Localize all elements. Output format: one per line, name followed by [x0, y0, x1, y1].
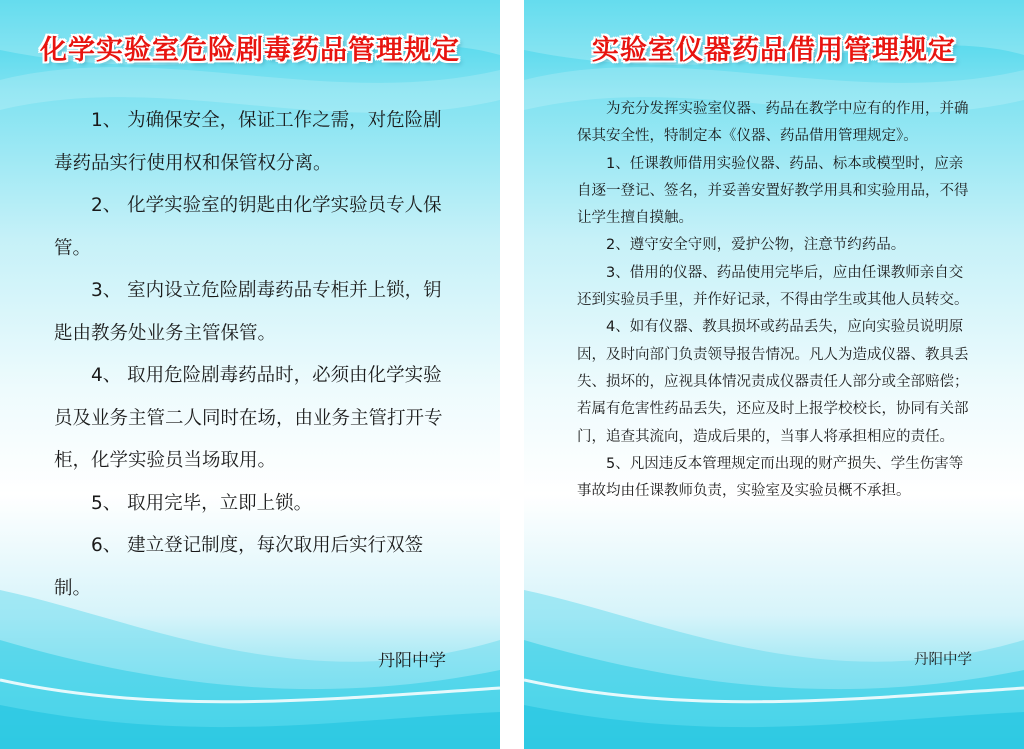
rule-paragraph: 1、 为确保安全，保证工作之需，对危险剧毒药品实行使用权和保管权分离。	[54, 110, 442, 174]
rule-paragraph: 2、遵守安全守则，爱护公物，注意节约药品。	[606, 237, 906, 254]
school-signature: 丹阳中学	[378, 651, 446, 671]
rule-paragraph: 3、借用的仪器、药品使用完毕后，应由任课教师亲自交还到实验员手里，并作好记录，不得由学生或其他人员转交。	[577, 264, 969, 309]
rule-paragraph: 5、 取用完毕，立即上锁。	[91, 492, 313, 514]
rule-paragraph: 5、凡因违反本管理规定而出现的财产损失、学生伤害等事故均由任课教师负责，实验室及实验员概不承担。	[577, 455, 964, 500]
rule-paragraph: 为充分发挥实验室仪器、药品在教学中应有的作用，并确保其安全性，特制定本《仪器、药品借用管理规定》。	[577, 101, 969, 145]
rule-paragraph: 6、 建立登记制度，每次取用后实行双签制。	[54, 535, 424, 599]
school-signature: 丹阳中学	[914, 652, 972, 668]
notice-body	[577, 96, 975, 505]
notice-body	[54, 100, 456, 610]
rule-paragraph: 4、 取用危险剧毒药品时，必须由化学实验员及业务主管二人同时在场，由业务主管打开专柜，化学实验员当场取用。	[54, 365, 443, 471]
notice-title: 实验室仪器药品借用管理规定	[592, 35, 956, 66]
poster-equipment-borrowing	[524, 0, 1024, 749]
rule-paragraph: 4、如有仪器、教具损坏或药品丢失，应向实验员说明原因，及时向部门负责领导报告情况。凡人为造成仪器、教具丢失、损坏的，应视具体情况责成仪器责任人部分或全部赔偿；若属有危害性药品丢失，还应及时上报学校校长，协同有关部门，追查其流向，造成后果的，当事人将承担相应的责任。	[577, 319, 969, 445]
rule-paragraph: 1、任课教师借用实验仪器、药品、标本或模型时，应亲自逐一登记、签名，并妥善安置好教学用具和实验用品，不得让学生擅自摸触。	[577, 155, 969, 227]
poster-hazardous-chemicals	[0, 0, 500, 749]
rule-paragraph: 3、 室内设立危险剧毒药品专柜并上锁，钥匙由教务处业务主管保管。	[54, 280, 442, 344]
notice-title: 化学实验室危险剧毒药品管理规定	[40, 35, 460, 66]
rule-paragraph: 2、 化学实验室的钥匙由化学实验员专人保管。	[54, 195, 442, 259]
